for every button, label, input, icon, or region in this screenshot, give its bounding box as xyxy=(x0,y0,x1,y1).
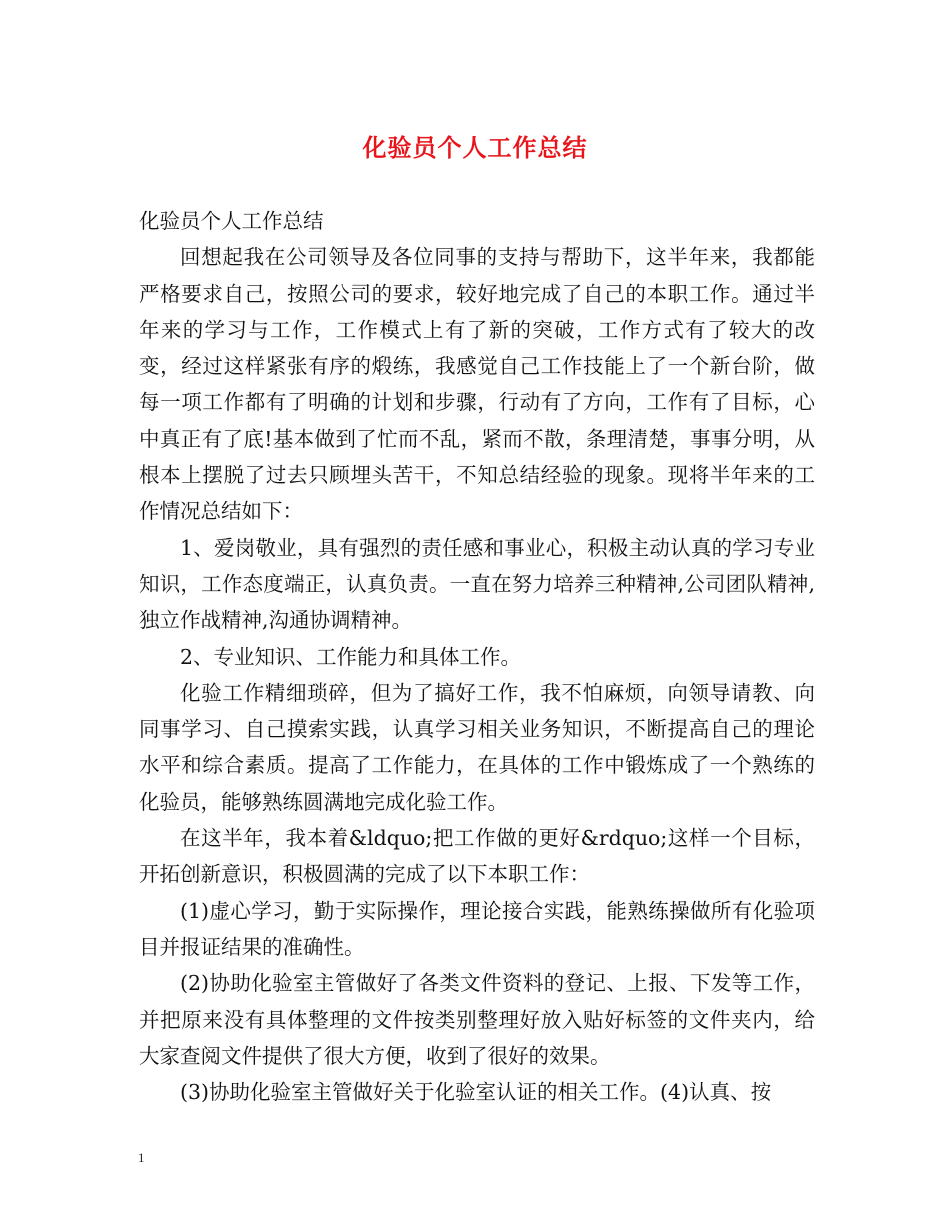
paragraph-task-3-4: (3)协助化验室主管做好关于化验室认证的相关工作。(4)认真、按 xyxy=(180,1080,772,1105)
paragraph-item-2: 2、专业知识、工作能力和具体工作。 xyxy=(180,644,522,669)
document-body xyxy=(139,203,815,1110)
paragraph-task-1: (1)虚心学习，勤于实际操作，理论接合实践，能熟练操做所有化验项目并报证结果的准确性。 xyxy=(139,898,815,959)
paragraph-task-2: (2)协助化验室主管做好了各类文件资料的登记、上报、下发等工作，并把原来没有具体整理的文件按类别整理好放入贴好标签的文件夹内，给大家查阅文件提供了很大方便，收到了很好的效果。 xyxy=(139,971,815,1068)
paragraph-intro: 回想起我在公司领导及各位同事的支持与帮助下，这半年来，我都能严格要求自己，按照公司的要求，较好地完成了自己的本职工作。通过半年来的学习与工作，工作模式上有了新的突破，工作方式有了较大的改变，经过这样紧张有序的煅练，我感觉自己工作技能上了一个新台阶，做每一项工作都有了明确的计划和步骤，行动有了方向，工作有了目标，心中真正有了底!基本做到了忙而不乱，紧而不散，条理清楚，事事分明，从根本上摆脱了过去只顾埋头苦干，不知总结经验的现象。现将半年来的工作情况总结如下： xyxy=(139,245,815,524)
page-number: 1 xyxy=(138,1150,145,1165)
document-title: 化验员个人工作总结 xyxy=(362,133,588,162)
paragraph-work-detail: 化验工作精细琐碎，但为了搞好工作，我不怕麻烦，向领导请教、向同事学习、自己摸索实践，认真学习相关业务知识，不断提高自己的理论水平和综合素质。提高了工作能力，在具体的工作中锻炼成了一个熟练的化验员，能够熟练圆满地完成化验工作。 xyxy=(139,680,815,814)
paragraph-item-1: 1、爱岗敬业，具有强烈的责任感和事业心，积极主动认真的学习专业知识，工作态度端正，认真负责。一直在努力培养三种精神,公司团队精神,独立作战精神,沟通协调精神。 xyxy=(139,535,815,633)
paragraph-goal: 在这半年，我本着&ldquo;把工作做的更好&rdquo;这样一个目标，开拓创新意识，积极圆满的完成了以下本职工作： xyxy=(139,826,815,887)
paragraph-heading: 化验员个人工作总结 xyxy=(139,209,324,233)
